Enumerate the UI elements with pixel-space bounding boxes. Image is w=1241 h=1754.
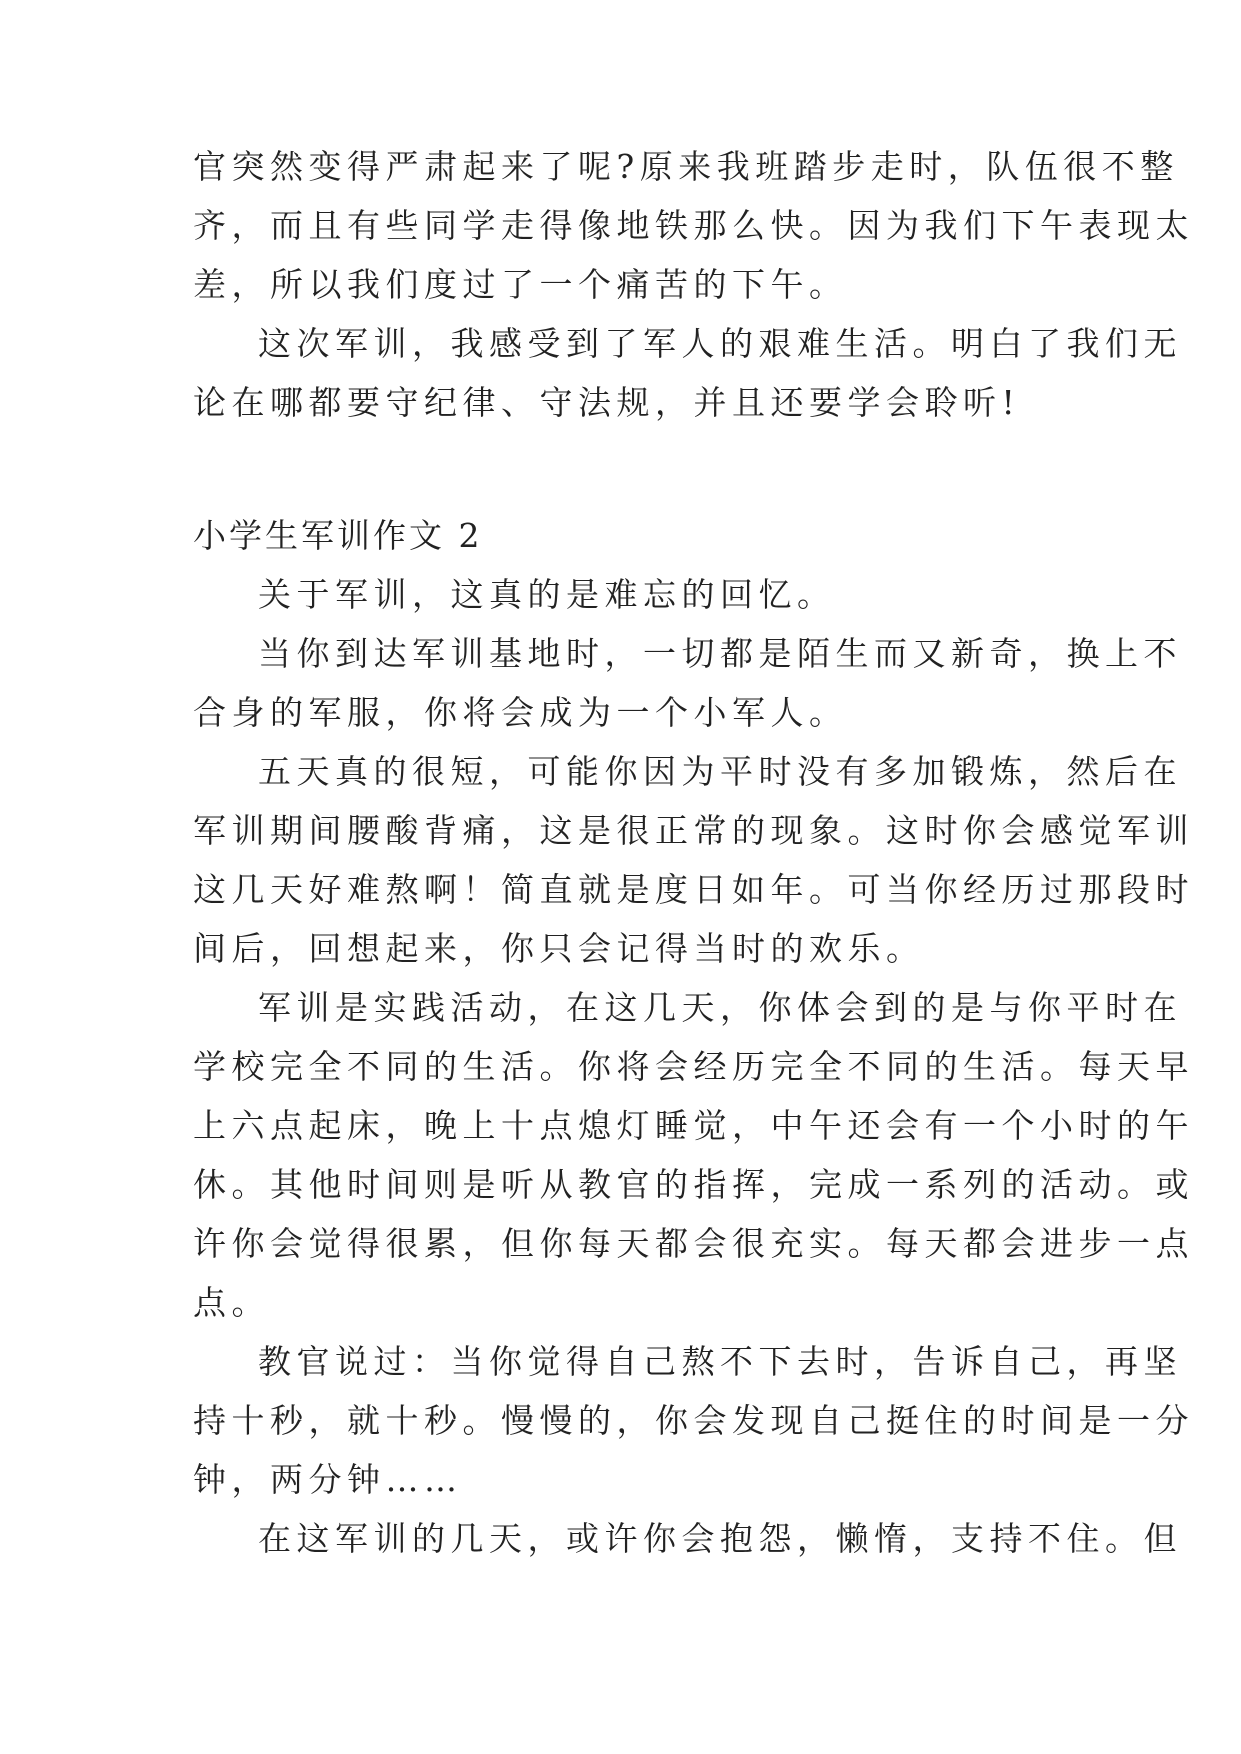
text-line: 军训是实践活动，在这几天，你体会到的是与你平时在 (258, 988, 1182, 1027)
text-line: 点。 (193, 1283, 270, 1322)
text-line: 间后，回想起来，你只会记得当时的欢乐。 (193, 929, 925, 968)
text-line: 许你会觉得很累，但你每天都会很充实。每天都会进步一点 (193, 1224, 1194, 1263)
text-line: 上六点起床，晚上十点熄灯睡觉，中午还会有一个小时的午 (193, 1106, 1194, 1145)
text-line: 这次军训，我感受到了军人的艰难生活。明白了我们无 (258, 324, 1182, 363)
text-line: 合身的军服，你将会成为一个小军人。 (193, 693, 848, 732)
section-title: 小学生军训作文 2 (193, 516, 483, 555)
text-line: 齐，而且有些同学走得像地铁那么快。因为我们下午表现太 (193, 206, 1194, 245)
text-line: 休。其他时间则是听从教官的指挥，完成一系列的活动。或 (193, 1165, 1194, 1204)
text-line: 当你到达军训基地时，一切都是陌生而又新奇，换上不 (258, 634, 1182, 673)
text-line: 学校完全不同的生活。你将会经历完全不同的生活。每天早 (193, 1047, 1194, 1086)
text-line: 关于军训，这真的是难忘的回忆。 (258, 575, 836, 614)
text-line: 论在哪都要守纪律、守法规，并且还要学会聆听! (193, 383, 1021, 422)
text-line: 在这军训的几天，或许你会抱怨，懒惰，支持不住。但 (258, 1519, 1182, 1558)
text-line: 军训期间腰酸背痛，这是很正常的现象。这时你会感觉军训 (193, 811, 1194, 850)
text-line: 五天真的很短，可能你因为平时没有多加锻炼，然后在 (258, 752, 1182, 791)
text-line: 持十秒，就十秒。慢慢的，你会发现自己挺住的时间是一分 (193, 1401, 1194, 1440)
text-line: 这几天好难熬啊！简直就是度日如年。可当你经历过那段时 (193, 870, 1194, 909)
text-line: 官突然变得严肃起来了呢?原来我班踏步走时，队伍很不整 (193, 147, 1179, 186)
text-line: 教官说过：当你觉得自己熬不下去时，告诉自己，再坚 (258, 1342, 1182, 1381)
text-line: 差，所以我们度过了一个痛苦的下午。 (193, 265, 848, 304)
text-line: 钟，两分钟…… (193, 1460, 463, 1499)
